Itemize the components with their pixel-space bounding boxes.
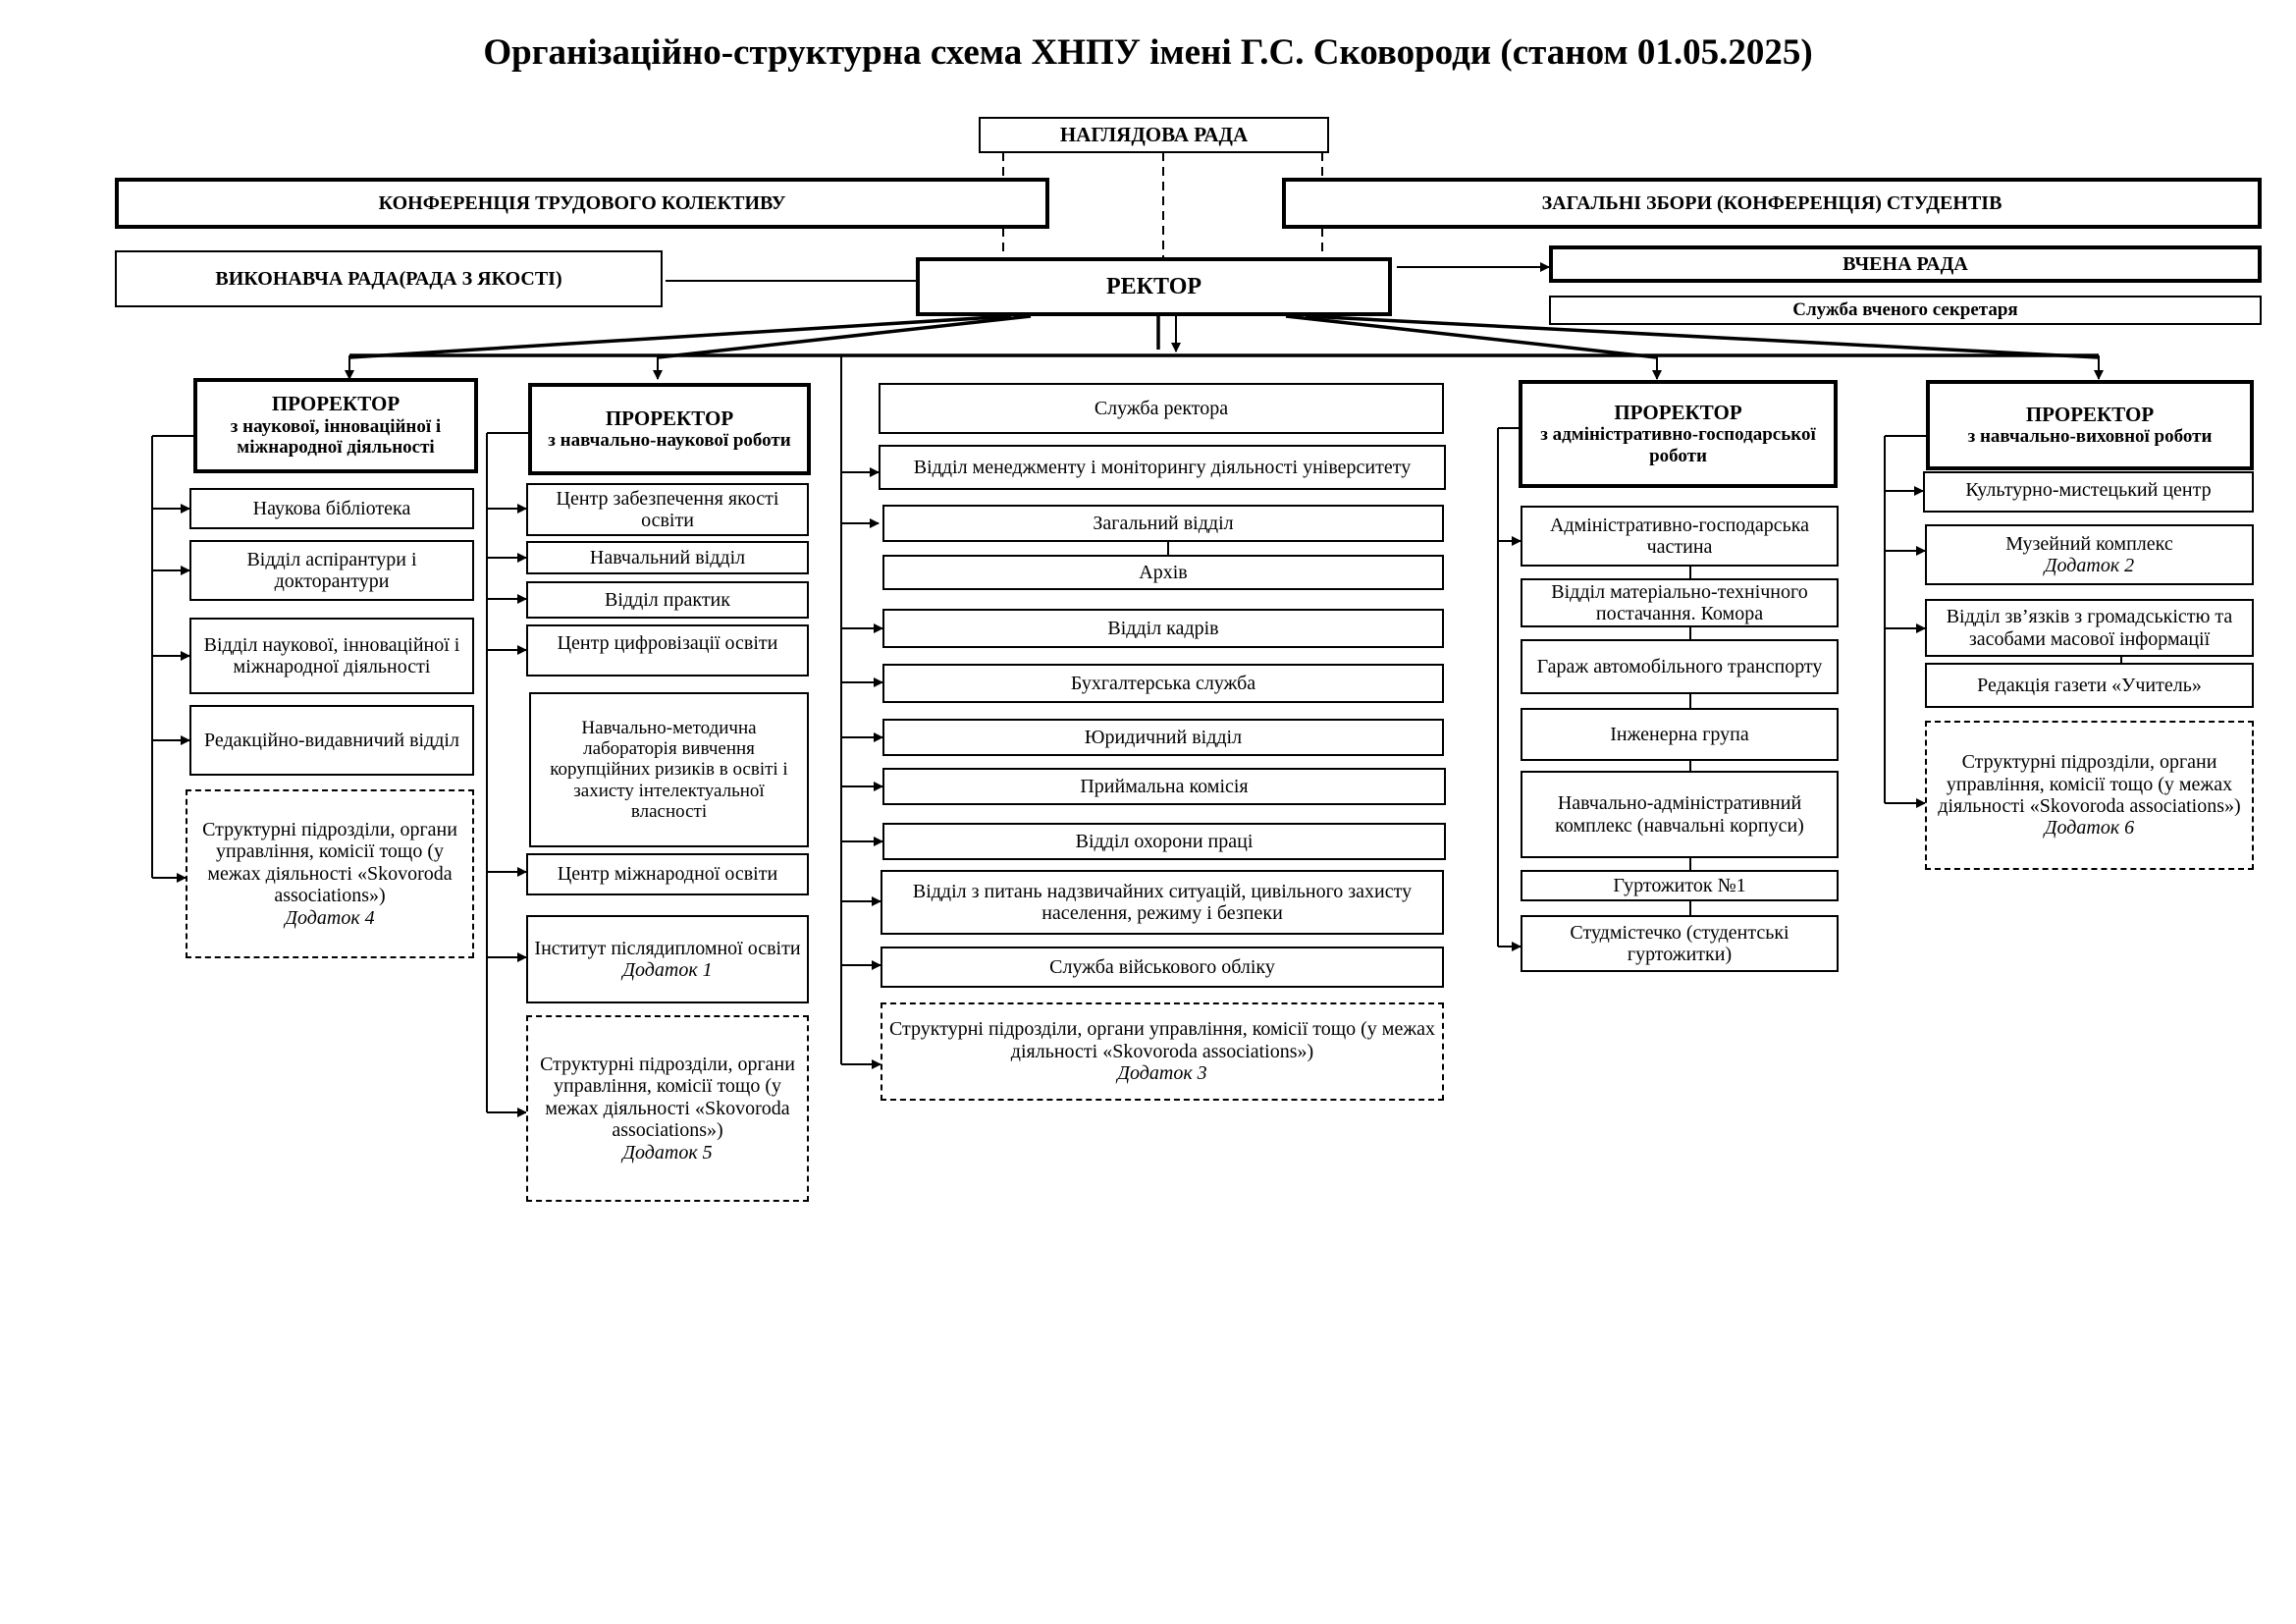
rector-unit-military-records bbox=[881, 947, 1444, 988]
page-title: Організаційно-структурна схема ХНПУ імені Г.С. Сковороди (станом 01.05.2025) bbox=[483, 32, 1813, 73]
appendix-label: Додаток 2 bbox=[2044, 555, 2135, 576]
academic-unit-practice-dept bbox=[526, 581, 809, 619]
unit-label: Музейний комплекс bbox=[2005, 532, 2173, 555]
student-assembly-box bbox=[1282, 178, 2262, 229]
unit-label: Центр міжнародної освіти bbox=[557, 863, 778, 886]
research-unit-publishing bbox=[189, 705, 474, 776]
academic-unit-quality-center bbox=[526, 483, 809, 536]
unit-label: Приймальна комісія bbox=[1080, 775, 1249, 797]
vp-education-box bbox=[1926, 380, 2254, 470]
rector-unit-emergency bbox=[881, 870, 1444, 935]
academic-unit-digital-center bbox=[526, 624, 809, 677]
rector-associations-box bbox=[881, 1002, 1444, 1101]
education-associations-box bbox=[1925, 721, 2254, 870]
vp-education-subtitle: з навчально-виховної роботи bbox=[1967, 426, 2213, 448]
unit-label: Наукова бібліотека bbox=[252, 497, 411, 519]
unit-label: Центр забезпечення якості освіти bbox=[556, 487, 779, 531]
admin-unit-engineering bbox=[1521, 708, 1839, 761]
unit-label: Бухгалтерська служба bbox=[1070, 672, 1256, 694]
academic-unit-study-dept bbox=[526, 541, 809, 574]
vp-admin-subtitle: з адміністративно-господарської роботи bbox=[1540, 424, 1816, 466]
admin-unit-student-town bbox=[1521, 915, 1839, 972]
academic-unit-postgrad-institute bbox=[526, 915, 809, 1003]
unit-label: Інженерна група bbox=[1610, 723, 1749, 745]
rector-unit-rector-service bbox=[879, 383, 1444, 434]
rector-box bbox=[916, 257, 1392, 316]
vp-research-subtitle: з наукової, інноваційної і міжнародної діяльності bbox=[230, 415, 442, 459]
education-unit-pr-media bbox=[1925, 599, 2254, 657]
unit-label: Відділ кадрів bbox=[1107, 617, 1219, 639]
rector-unit-general-dept bbox=[882, 505, 1444, 542]
rector-unit-legal bbox=[882, 719, 1444, 756]
vp-academic-title: ПРОРЕКТОР bbox=[605, 406, 734, 430]
vp-research-title: ПРОРЕКТОР bbox=[271, 392, 400, 416]
research-associations-box bbox=[186, 789, 474, 958]
rector-label: РЕКТОР bbox=[1105, 273, 1202, 299]
education-unit-newspaper bbox=[1925, 663, 2254, 708]
academic-associations-box bbox=[526, 1015, 809, 1202]
appendix-label: Додаток 6 bbox=[2044, 817, 2135, 839]
unit-label: Адміністративно-господарська частина bbox=[1549, 514, 1810, 558]
research-unit-doctoral bbox=[189, 540, 474, 601]
rector-unit-management-monitoring bbox=[879, 445, 1446, 490]
appendix-label: Додаток 5 bbox=[622, 1141, 713, 1164]
unit-label: Гараж автомобільного транспорту bbox=[1536, 655, 1823, 677]
admin-unit-dormitory-1 bbox=[1521, 870, 1839, 901]
unit-label: Відділ з питань надзвичайних ситуацій, цивільного захисту населення, режиму і безпеки bbox=[912, 880, 1413, 924]
unit-label: Навчально-адміністративний комплекс (навчальні корпуси) bbox=[1555, 792, 1804, 837]
unit-label: Гуртожиток №1 bbox=[1613, 874, 1746, 896]
rector-unit-labor-safety bbox=[882, 823, 1446, 860]
unit-label: Загальний відділ bbox=[1093, 512, 1234, 534]
secretary-service-box bbox=[1549, 296, 2262, 325]
unit-label: Культурно-мистецький центр bbox=[1965, 479, 2212, 501]
academic-unit-intl-center bbox=[526, 853, 809, 895]
supervisory-board-label: НАГЛЯДОВА РАДА bbox=[1059, 122, 1249, 146]
staff-conference-label: КОНФЕРЕНЦІЯ ТРУДОВОГО КОЛЕКТИВУ bbox=[378, 191, 786, 214]
academic-council-box bbox=[1549, 245, 2262, 283]
associations-label: Структурні підрозділи, органи управління, комісії тощо (у межах діяльності «Skovoroda associations») bbox=[202, 819, 457, 907]
associations-label: Структурні підрозділи, органи управління, комісії тощо (у межах діяльності «Skovoroda associations») bbox=[540, 1054, 795, 1142]
unit-label: Відділ практик bbox=[605, 588, 730, 611]
unit-label: Редакція газети «Учитель» bbox=[1977, 674, 2202, 696]
secretary-service-label: Служба вченого секретаря bbox=[1792, 299, 2018, 321]
unit-label: Центр цифровізації освіти bbox=[557, 632, 778, 654]
education-unit-museum bbox=[1925, 524, 2254, 585]
unit-label: Відділ наукової, інноваційної і міжнародної діяльності bbox=[203, 633, 460, 677]
academic-unit-anticorruption-lab bbox=[529, 692, 809, 847]
vp-admin-title: ПРОРЕКТОР bbox=[1614, 400, 1742, 424]
unit-label: Архів bbox=[1139, 561, 1188, 583]
admin-unit-supply bbox=[1521, 578, 1839, 627]
student-assembly-label: ЗАГАЛЬНІ ЗБОРИ (КОНФЕРЕНЦІЯ) СТУДЕНТІВ bbox=[1541, 191, 2002, 214]
vp-research-box bbox=[193, 378, 478, 473]
rector-unit-hr bbox=[882, 609, 1444, 648]
vp-academic-box bbox=[528, 383, 811, 475]
academic-council-label: ВЧЕНА РАДА bbox=[1842, 252, 1968, 275]
associations-label: Структурні підрозділи, органи управління, комісії тощо (у межах діяльності «Skovoroda associations») bbox=[1938, 751, 2241, 817]
unit-label: Служба ректора bbox=[1094, 397, 1229, 419]
appendix-label: Додаток 3 bbox=[1117, 1062, 1207, 1085]
unit-label: Відділ аспірантури і докторантури bbox=[246, 548, 417, 592]
research-unit-library bbox=[189, 488, 474, 529]
supervisory-board-box bbox=[979, 117, 1329, 153]
rector-unit-admissions bbox=[882, 768, 1446, 805]
unit-label: Навчальний відділ bbox=[589, 546, 746, 568]
vp-academic-subtitle: з навчально-наукової роботи bbox=[548, 430, 791, 452]
vp-admin-box bbox=[1519, 380, 1838, 488]
unit-label: Інститут післядипломної освіти bbox=[534, 937, 801, 959]
associations-label: Структурні підрозділи, органи управління, комісії тощо (у межах діяльності «Skovoroda associations») bbox=[888, 1018, 1436, 1062]
appendix-label: Додаток 1 bbox=[622, 959, 713, 981]
admin-unit-garage bbox=[1521, 639, 1839, 694]
rector-unit-accounting bbox=[882, 664, 1444, 703]
staff-conference-box bbox=[115, 178, 1049, 229]
unit-label: Юридичний відділ bbox=[1084, 726, 1243, 748]
executive-board-label: ВИКОНАВЧА РАДА(РАДА З ЯКОСТІ) bbox=[215, 267, 562, 290]
admin-unit-housekeeping bbox=[1521, 506, 1839, 567]
education-unit-culture-center bbox=[1923, 471, 2254, 513]
unit-label: Відділ охорони праці bbox=[1075, 830, 1254, 852]
executive-board-box bbox=[115, 250, 663, 307]
research-unit-science-dept bbox=[189, 618, 474, 694]
admin-unit-campus-buildings bbox=[1521, 771, 1839, 858]
unit-label: Відділ зв’язків з громадськістю та засобами масової інформації bbox=[1946, 606, 2233, 650]
unit-label: Редакційно-видавничий відділ bbox=[204, 729, 459, 751]
rector-unit-archive bbox=[882, 555, 1444, 590]
vp-education-title: ПРОРЕКТОР bbox=[2025, 402, 2155, 426]
appendix-label: Додаток 4 bbox=[285, 906, 375, 929]
unit-label: Навчально-методична лабораторія вивчення корупційних ризиків в освіті і захисту інтелектуальної власності bbox=[550, 717, 788, 822]
unit-label: Відділ матеріально-технічного постачання. Комора bbox=[1551, 580, 1808, 624]
unit-label: Відділ менеджменту і моніторингу діяльності університету bbox=[913, 456, 1412, 478]
unit-label: Служба військового обліку bbox=[1049, 955, 1275, 978]
unit-label: Студмістечко (студентські гуртожитки) bbox=[1570, 921, 1789, 965]
